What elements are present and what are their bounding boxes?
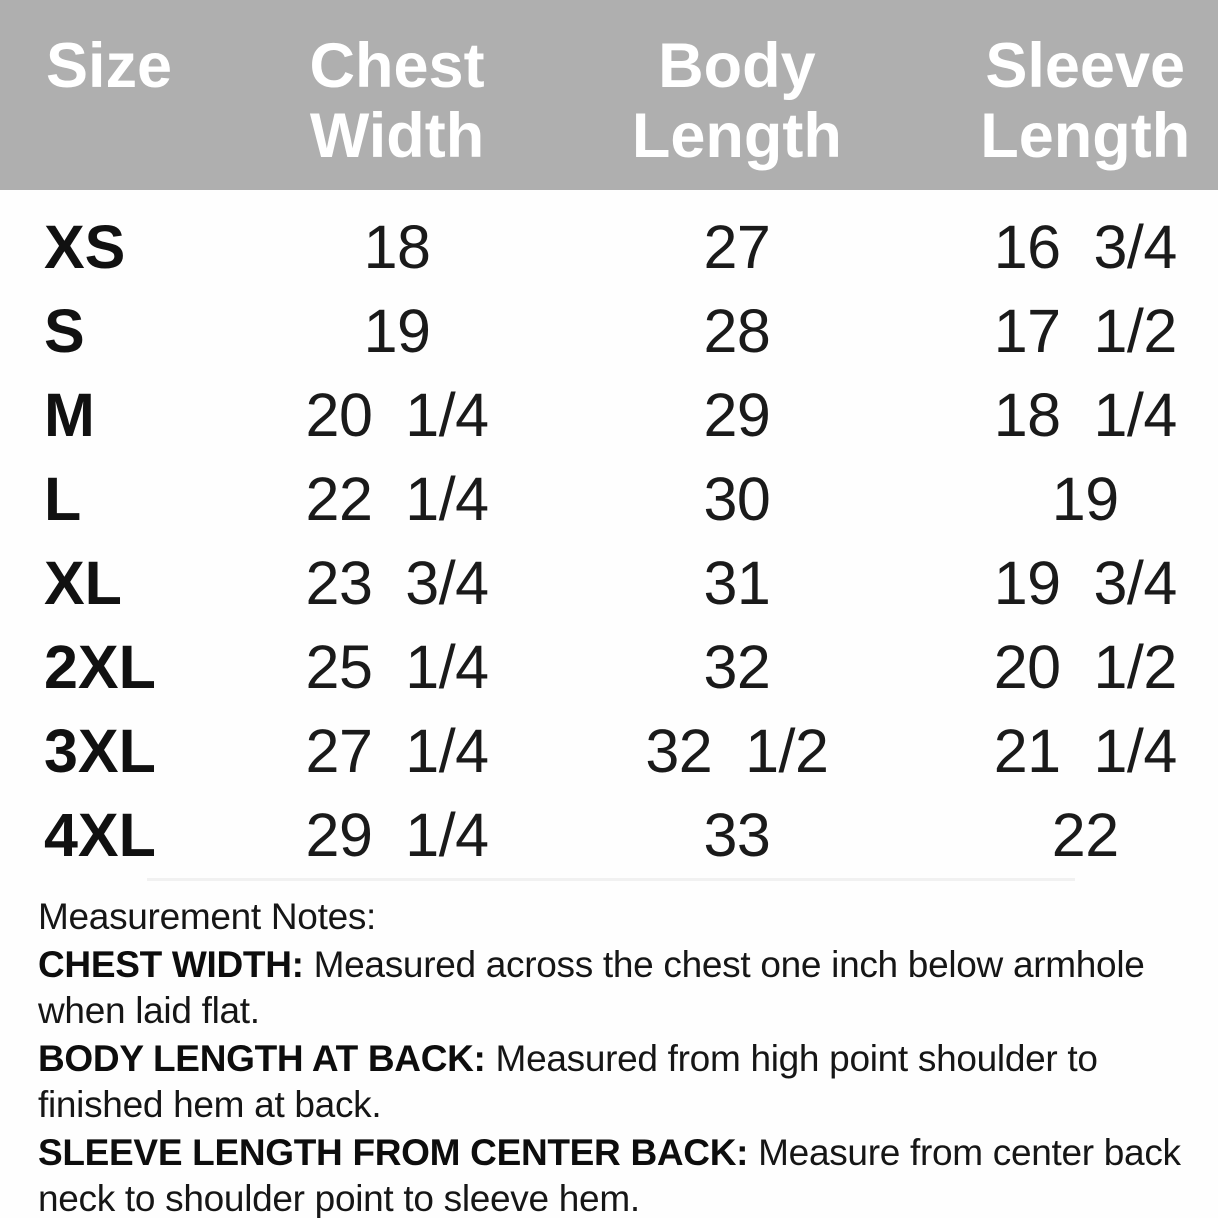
sleeve-length-cell: 17 1/2 xyxy=(993,297,1177,365)
chest-width-cell: 27 1/4 xyxy=(305,717,489,785)
chest-width-cell: 22 1/4 xyxy=(305,465,489,533)
table-row-xs xyxy=(0,205,1218,289)
size-cell: S xyxy=(44,297,85,365)
header-body-line1: Body xyxy=(658,31,816,101)
note-label: CHEST WIDTH: xyxy=(38,944,304,985)
header-sleeve-line1: Sleeve xyxy=(985,31,1186,101)
size-cell: XL xyxy=(44,549,122,617)
table-row-3xl xyxy=(0,709,1218,793)
header-chest-line2: Width xyxy=(309,101,485,171)
header-size-label: Size xyxy=(46,31,173,101)
sleeve-length-cell: 20 1/2 xyxy=(993,633,1177,701)
sleeve-length-cell: 19 3/4 xyxy=(993,549,1177,617)
size-cell: 3XL xyxy=(44,717,156,785)
chest-width-cell: 25 1/4 xyxy=(305,633,489,701)
chest-width-cell: 20 1/4 xyxy=(305,381,489,449)
table-row-xl xyxy=(0,541,1218,625)
note-label: SLEEVE LENGTH FROM CENTER BACK: xyxy=(38,1132,749,1173)
header-sleeve-length xyxy=(952,31,1218,190)
body-length-cell: 27 xyxy=(703,213,771,281)
note-sleeve-length xyxy=(38,1130,1216,1218)
header-size xyxy=(0,31,273,190)
body-length-cell: 32 xyxy=(703,633,771,701)
header-sleeve-line2: Length xyxy=(980,101,1191,171)
sleeve-length-cell: 22 xyxy=(1051,801,1119,869)
sleeve-length-cell: 21 1/4 xyxy=(993,717,1177,785)
body-length-cell: 33 xyxy=(703,801,771,869)
table-bottom-divider xyxy=(147,878,1075,881)
size-cell: L xyxy=(44,465,82,533)
note-text: Measured across the chest one inch below armhole when laid flat. xyxy=(38,944,1145,1031)
header-chest-line1: Chest xyxy=(309,31,485,101)
table-body xyxy=(0,190,1218,877)
table-row-m xyxy=(0,373,1218,457)
body-length-cell: 30 xyxy=(703,465,771,533)
chest-width-cell: 29 1/4 xyxy=(305,801,489,869)
body-length-cell: 32 1/2 xyxy=(645,717,829,785)
header-body-length xyxy=(521,31,952,190)
table-row-s xyxy=(0,289,1218,373)
measurement-notes xyxy=(38,894,1216,1218)
note-text: Measured from high point shoulder to finished hem at back. xyxy=(38,1038,1098,1125)
note-body-length xyxy=(38,1036,1216,1128)
size-cell: XS xyxy=(44,213,126,281)
table-row-4xl xyxy=(0,793,1218,877)
size-cell: M xyxy=(44,381,95,449)
header-chest-width xyxy=(273,31,521,190)
note-chest-width xyxy=(38,942,1216,1034)
sleeve-length-cell: 19 xyxy=(1051,465,1119,533)
notes-title: Measurement Notes: xyxy=(38,896,377,937)
sleeve-length-cell: 16 3/4 xyxy=(993,213,1177,281)
chest-width-cell: 23 3/4 xyxy=(305,549,489,617)
table-row-2xl xyxy=(0,625,1218,709)
body-length-cell: 28 xyxy=(703,297,771,365)
chest-width-cell: 18 xyxy=(363,213,431,281)
table-header xyxy=(0,0,1218,190)
note-label: BODY LENGTH AT BACK: xyxy=(38,1038,486,1079)
header-body-line2: Length xyxy=(631,101,842,171)
size-cell: 4XL xyxy=(44,801,156,869)
body-length-cell: 31 xyxy=(703,549,771,617)
sleeve-length-cell: 18 1/4 xyxy=(993,381,1177,449)
chest-width-cell: 19 xyxy=(363,297,431,365)
size-cell: 2XL xyxy=(44,633,156,701)
table-row-l xyxy=(0,457,1218,541)
body-length-cell: 29 xyxy=(703,381,771,449)
note-text: Measure from center back neck to shoulder point to sleeve hem. xyxy=(38,1132,1181,1218)
